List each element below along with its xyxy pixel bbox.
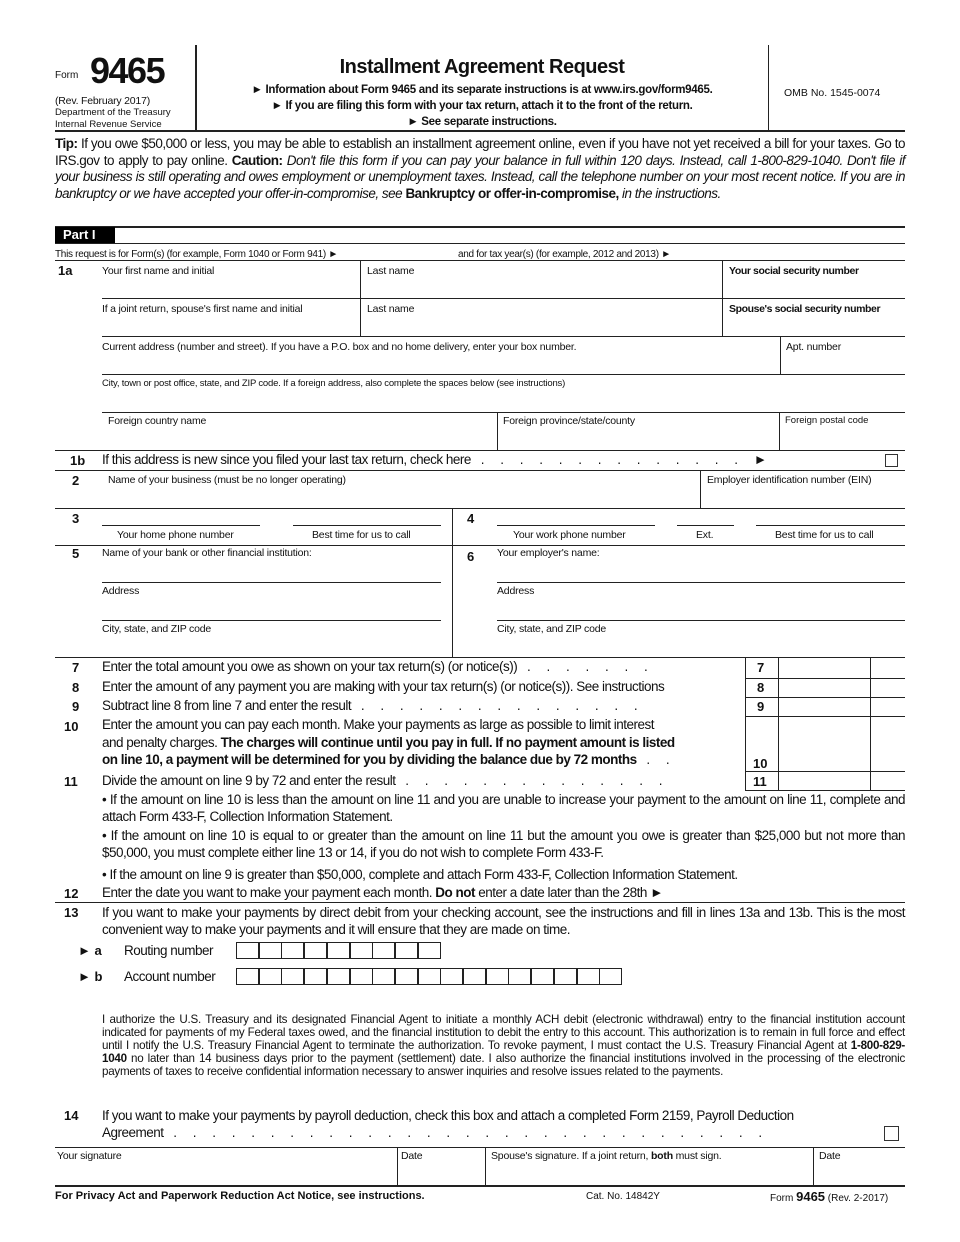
line-10-text-2b: The charges will continue until you pay in full. If no payment amount is listed [220, 735, 675, 750]
new-address-checkbox[interactable] [885, 454, 898, 467]
line-10-text-1: Enter the amount you can pay each month. Make your payments as large as possible to limit interest [102, 717, 655, 732]
line-12-text-b: enter a date later than the 28th ► [474, 885, 663, 900]
spouse-ssn-field[interactable]: Spouse's social security number [729, 303, 881, 315]
spouse-signature-label-a: Spouse's signature. If a joint return, [491, 1150, 651, 1162]
spouse-first-name-field[interactable]: If a joint return, spouse's first name and initial [102, 303, 303, 315]
line-13a-label: ► a [78, 943, 102, 958]
digit-box[interactable] [236, 968, 259, 985]
digit-box[interactable] [259, 942, 282, 959]
line-1b-row [102, 452, 773, 467]
ext-field[interactable]: Ext. [696, 529, 714, 541]
digit-box[interactable] [350, 968, 373, 985]
line-14-row-2 [102, 1125, 768, 1140]
foreign-postal-field[interactable]: Foreign postal code [785, 415, 869, 426]
account-number-label: Account number [124, 969, 216, 984]
line-10-amount-field[interactable] [779, 717, 904, 770]
leader-dots: . . . . . . . . . . . . . . [395, 773, 669, 788]
digit-box[interactable] [350, 942, 373, 959]
line-7-number: 7 [72, 660, 80, 675]
digit-box[interactable] [281, 942, 304, 959]
bullet-2: • If the amount on line 10 is equal to or greater than the amount on line 11 but the amount you owe is greater than $25,000 but not more than $50,000, you must complete either line 13 or 14, if you do not wish to complete Form 433-F. [102, 828, 905, 860]
bullet-1: • If the amount on line 10 is less than the amount on line 11 and you are unable to increase your payment to the amount on line 11, complete and attach Form 433-F, Collection Information Statement. [102, 792, 905, 824]
line-10-number: 10 [64, 719, 79, 734]
spouse-signature-label-b: must sign. [672, 1150, 722, 1162]
line-4-number: 4 [467, 511, 475, 526]
line-12-do-not: Do not [435, 885, 475, 900]
ssn-field[interactable]: Your social security number [729, 265, 859, 277]
leader-dots: . . . . . . . [517, 659, 654, 674]
footer-form-label: Form [770, 1193, 797, 1204]
line-5-number: 5 [72, 546, 80, 561]
line-1b-number: 1b [70, 453, 86, 468]
footer-form-id [770, 1189, 888, 1204]
omb-number: OMB No. 1545-0074 [784, 87, 881, 99]
ach-authorization [102, 1013, 905, 1078]
line-12-text [102, 885, 663, 900]
foreign-country-field[interactable]: Foreign country name [108, 415, 207, 427]
line-11-row [102, 773, 669, 788]
tip-label: Tip: [55, 136, 78, 151]
line-11-box-label: 11 [753, 774, 767, 789]
bullet-3: • If the amount on line 9 is greater than $50,000, complete and attach Form 433-F, Collection Information Statement. [102, 867, 738, 882]
digit-box[interactable] [531, 968, 554, 985]
leader-dots: . . . . . . . . . . . . . . . [351, 698, 644, 713]
spouse-date-field[interactable]: Date [819, 1150, 841, 1162]
part-1-label: Part I [55, 227, 115, 243]
line-13-number: 13 [64, 905, 79, 920]
digit-box[interactable] [236, 942, 259, 959]
service: Internal Revenue Service [55, 119, 162, 130]
employer-name-field[interactable]: Your employer's name: [497, 547, 600, 559]
spouse-signature-field[interactable] [491, 1150, 722, 1162]
bank-city-field[interactable]: City, state, and ZIP code [102, 623, 212, 635]
line-11-text: Divide the amount on line 9 by 72 and enter the result [102, 773, 396, 788]
line-10-text-2a: and penalty charges. [102, 735, 221, 750]
digit-box[interactable] [372, 942, 395, 959]
digit-box[interactable] [395, 968, 418, 985]
form-prefix: Form [55, 70, 79, 81]
line-7-box-label: 7 [757, 660, 765, 675]
address-field[interactable]: Current address (number and street). If you have a P.O. box and no home delivery, enter your box number. [102, 341, 577, 353]
home-phone-field[interactable]: Your home phone number [117, 529, 234, 541]
spouse-signature-both: both [650, 1150, 673, 1162]
line-9-amount-field[interactable] [779, 698, 904, 715]
digit-box[interactable] [259, 968, 282, 985]
form-number: 9465 [90, 50, 165, 91]
employer-city-field[interactable]: City, state, and ZIP code [497, 623, 607, 635]
leader-dots: . . . . . . . . . . . . . . ► [470, 452, 774, 467]
line-8-number: 8 [72, 680, 80, 695]
bank-name-field[interactable]: Name of your bank or other financial institution: [102, 547, 312, 559]
tip-text: If you owe $50,000 or less, you may be able to establish an installment agreement online, even if you have not yet received a bill for your taxes. Go to IRS.gov to apply to pay online. [55, 136, 905, 168]
best-time-home-field[interactable]: Best time for us to call [312, 529, 411, 541]
line-9-number: 9 [72, 699, 80, 714]
line-11-number: 11 [64, 774, 78, 789]
business-name-field[interactable]: Name of your business (must be no longer operating) [108, 474, 346, 486]
line-7-text: Enter the total amount you owe as shown on your tax return(s) (or notice(s)) [102, 659, 518, 674]
bank-address-field[interactable]: Address [102, 585, 140, 597]
privacy-notice: For Privacy Act and Paperwork Reduction Act Notice, see instructions. [55, 1190, 425, 1202]
bankruptcy-ref: Bankruptcy or offer-in-compromise, [405, 185, 619, 201]
line-10-row-3 [102, 752, 676, 767]
foreign-province-field[interactable]: Foreign province/state/county [503, 415, 635, 427]
tip-paragraph [55, 136, 905, 202]
line-7-amount-field[interactable] [779, 658, 904, 677]
digit-box[interactable] [508, 968, 531, 985]
your-signature-field[interactable]: Your signature [57, 1150, 122, 1162]
first-name-field[interactable]: Your first name and initial [102, 265, 215, 277]
header-info-1: ► Information about Form 9465 and its separate instructions is at www.irs.gov/form9465. [251, 84, 713, 96]
digit-box[interactable] [418, 968, 441, 985]
line-7-row [102, 659, 654, 674]
line-14-number: 14 [64, 1108, 79, 1123]
line-6-number: 6 [467, 549, 475, 564]
digit-box[interactable] [327, 942, 350, 959]
footer-revision: (Rev. 2-2017) [825, 1193, 889, 1204]
line-14-text-1: If you want to make your payments by payroll deduction, check this box and attach a completed Form 2159, Payroll Deduction [102, 1108, 794, 1123]
line-2-number: 2 [72, 473, 80, 488]
line-10-text-2 [102, 735, 675, 750]
line-10-text-3: on line 10, a payment will be determined for you by dividing the balance due by 72 months [102, 752, 637, 767]
revision: (Rev. February 2017) [55, 95, 151, 107]
employer-address-field[interactable]: Address [497, 585, 535, 597]
line-9-box-label: 9 [757, 699, 765, 714]
digit-box[interactable] [599, 968, 622, 985]
leader-dots: . . . . . . . . . . . . . . . . . . . . . . . . . . . . . . . [163, 1125, 769, 1140]
apt-number-field[interactable]: Apt. number [786, 341, 841, 353]
footer-form-number: 9465 [796, 1189, 826, 1204]
best-time-work-field[interactable]: Best time for us to call [775, 529, 874, 541]
catalog-number: Cat. No. 14842Y [586, 1191, 660, 1202]
line-9-row [102, 698, 644, 713]
digit-box[interactable] [418, 942, 441, 959]
leader-dots: . . [636, 752, 676, 767]
request-years-label: and for tax year(s) (for example, 2012 and 2013) ► [458, 249, 671, 260]
spouse-last-name-field[interactable]: Last name [367, 303, 415, 315]
digit-box[interactable] [395, 942, 418, 959]
line-3-number: 3 [72, 511, 80, 526]
line-13b-label: ► b [78, 969, 103, 984]
authorization-text-2: no later than 14 business days prior to the payment (settlement) date. I also authorize the financial institutions involved in the processing of the electronic payments of taxes to receive confidential information necessary to answer inquiries and resolve issues related to the payments. [102, 1052, 905, 1079]
caution-text: Don't file this form if you can pay your balance in full within 120 days. Instead, call 1-800-829-1040. Don't file if your business is still operating and owes employment or unemployment taxes. Instead, call the telephone number on your most recent notice. If you are in bankruptcy or we have accepted your offer-in-compromise, see [55, 152, 905, 201]
authorization-text-1: I authorize the U.S. Treasury and its designated Financial Agent to initiate a monthly ACH debit (electronic withdrawal) entry to the financial institution account indicated for payments of my Federal taxes owed, and the financial institution to debit the entry to this account. This authorization is to remain in full force and effect until I notify the U.S. Treasury Financial Agent to terminate the authorization. To revoke payment, I must contact the U.S. Treasury Financial Agent at [102, 1013, 905, 1053]
tip-end: in the instructions. [618, 185, 721, 201]
digit-box[interactable] [554, 968, 577, 985]
department: Department of the Treasury [55, 107, 171, 118]
digit-box[interactable] [281, 968, 304, 985]
digit-box[interactable] [327, 968, 350, 985]
header-info-3: ► See separate instructions. [407, 116, 557, 128]
line-8-text: Enter the amount of any payment you are making with your tax return(s) (or notice(s)). See instructions [102, 679, 665, 694]
work-phone-field[interactable]: Your work phone number [513, 529, 626, 541]
line-14-text-2: Agreement [102, 1125, 164, 1140]
digit-box[interactable] [304, 942, 327, 959]
line-1a-number: 1a [58, 263, 73, 278]
routing-number-label: Routing number [124, 943, 214, 958]
ein-field[interactable]: Employer identification number (EIN) [707, 474, 872, 486]
date-field[interactable]: Date [401, 1150, 423, 1162]
digit-box[interactable] [577, 968, 600, 985]
digit-box[interactable] [372, 968, 395, 985]
line-8-box-label: 8 [757, 680, 765, 695]
line-10-box-label: 10 [753, 756, 768, 771]
city-field[interactable]: City, town or post office, state, and ZIP code. If a foreign address, also complete the spaces below (see instructions) [102, 378, 566, 389]
line-12-number: 12 [64, 886, 79, 901]
payroll-deduction-checkbox[interactable] [884, 1126, 899, 1141]
line-8-amount-field[interactable] [779, 679, 904, 696]
header-info-2: ► If you are filing this form with your tax return, attach it to the front of the return. [271, 100, 693, 112]
authorization-phone: 1-800-829-1040 [102, 1039, 905, 1066]
line-1b-text: If this address is new since you filed your last tax return, check here [102, 452, 471, 467]
digit-box[interactable] [304, 968, 327, 985]
request-forms-label: This request is for Form(s) (for example, Form 1040 or Form 941) ► [55, 249, 338, 260]
page-title: Installment Agreement Request [339, 56, 625, 78]
line-12-text-a: Enter the date you want to make your payment each month. [102, 885, 436, 900]
line-13-text: If you want to make your payments by direct debit from your checking account, see the instructions and fill in lines 13a and 13b. This is the most convenient way to make your payments and it will ensure that they are made on time. [102, 905, 905, 937]
caution-label: Caution: [231, 152, 283, 168]
line-9-text: Subtract line 8 from line 7 and enter the result [102, 698, 352, 713]
digit-box[interactable] [440, 968, 463, 985]
last-name-field[interactable]: Last name [367, 265, 415, 277]
line-11-amount-field[interactable] [779, 772, 904, 789]
digit-box[interactable] [463, 968, 486, 985]
digit-box[interactable] [486, 968, 509, 985]
